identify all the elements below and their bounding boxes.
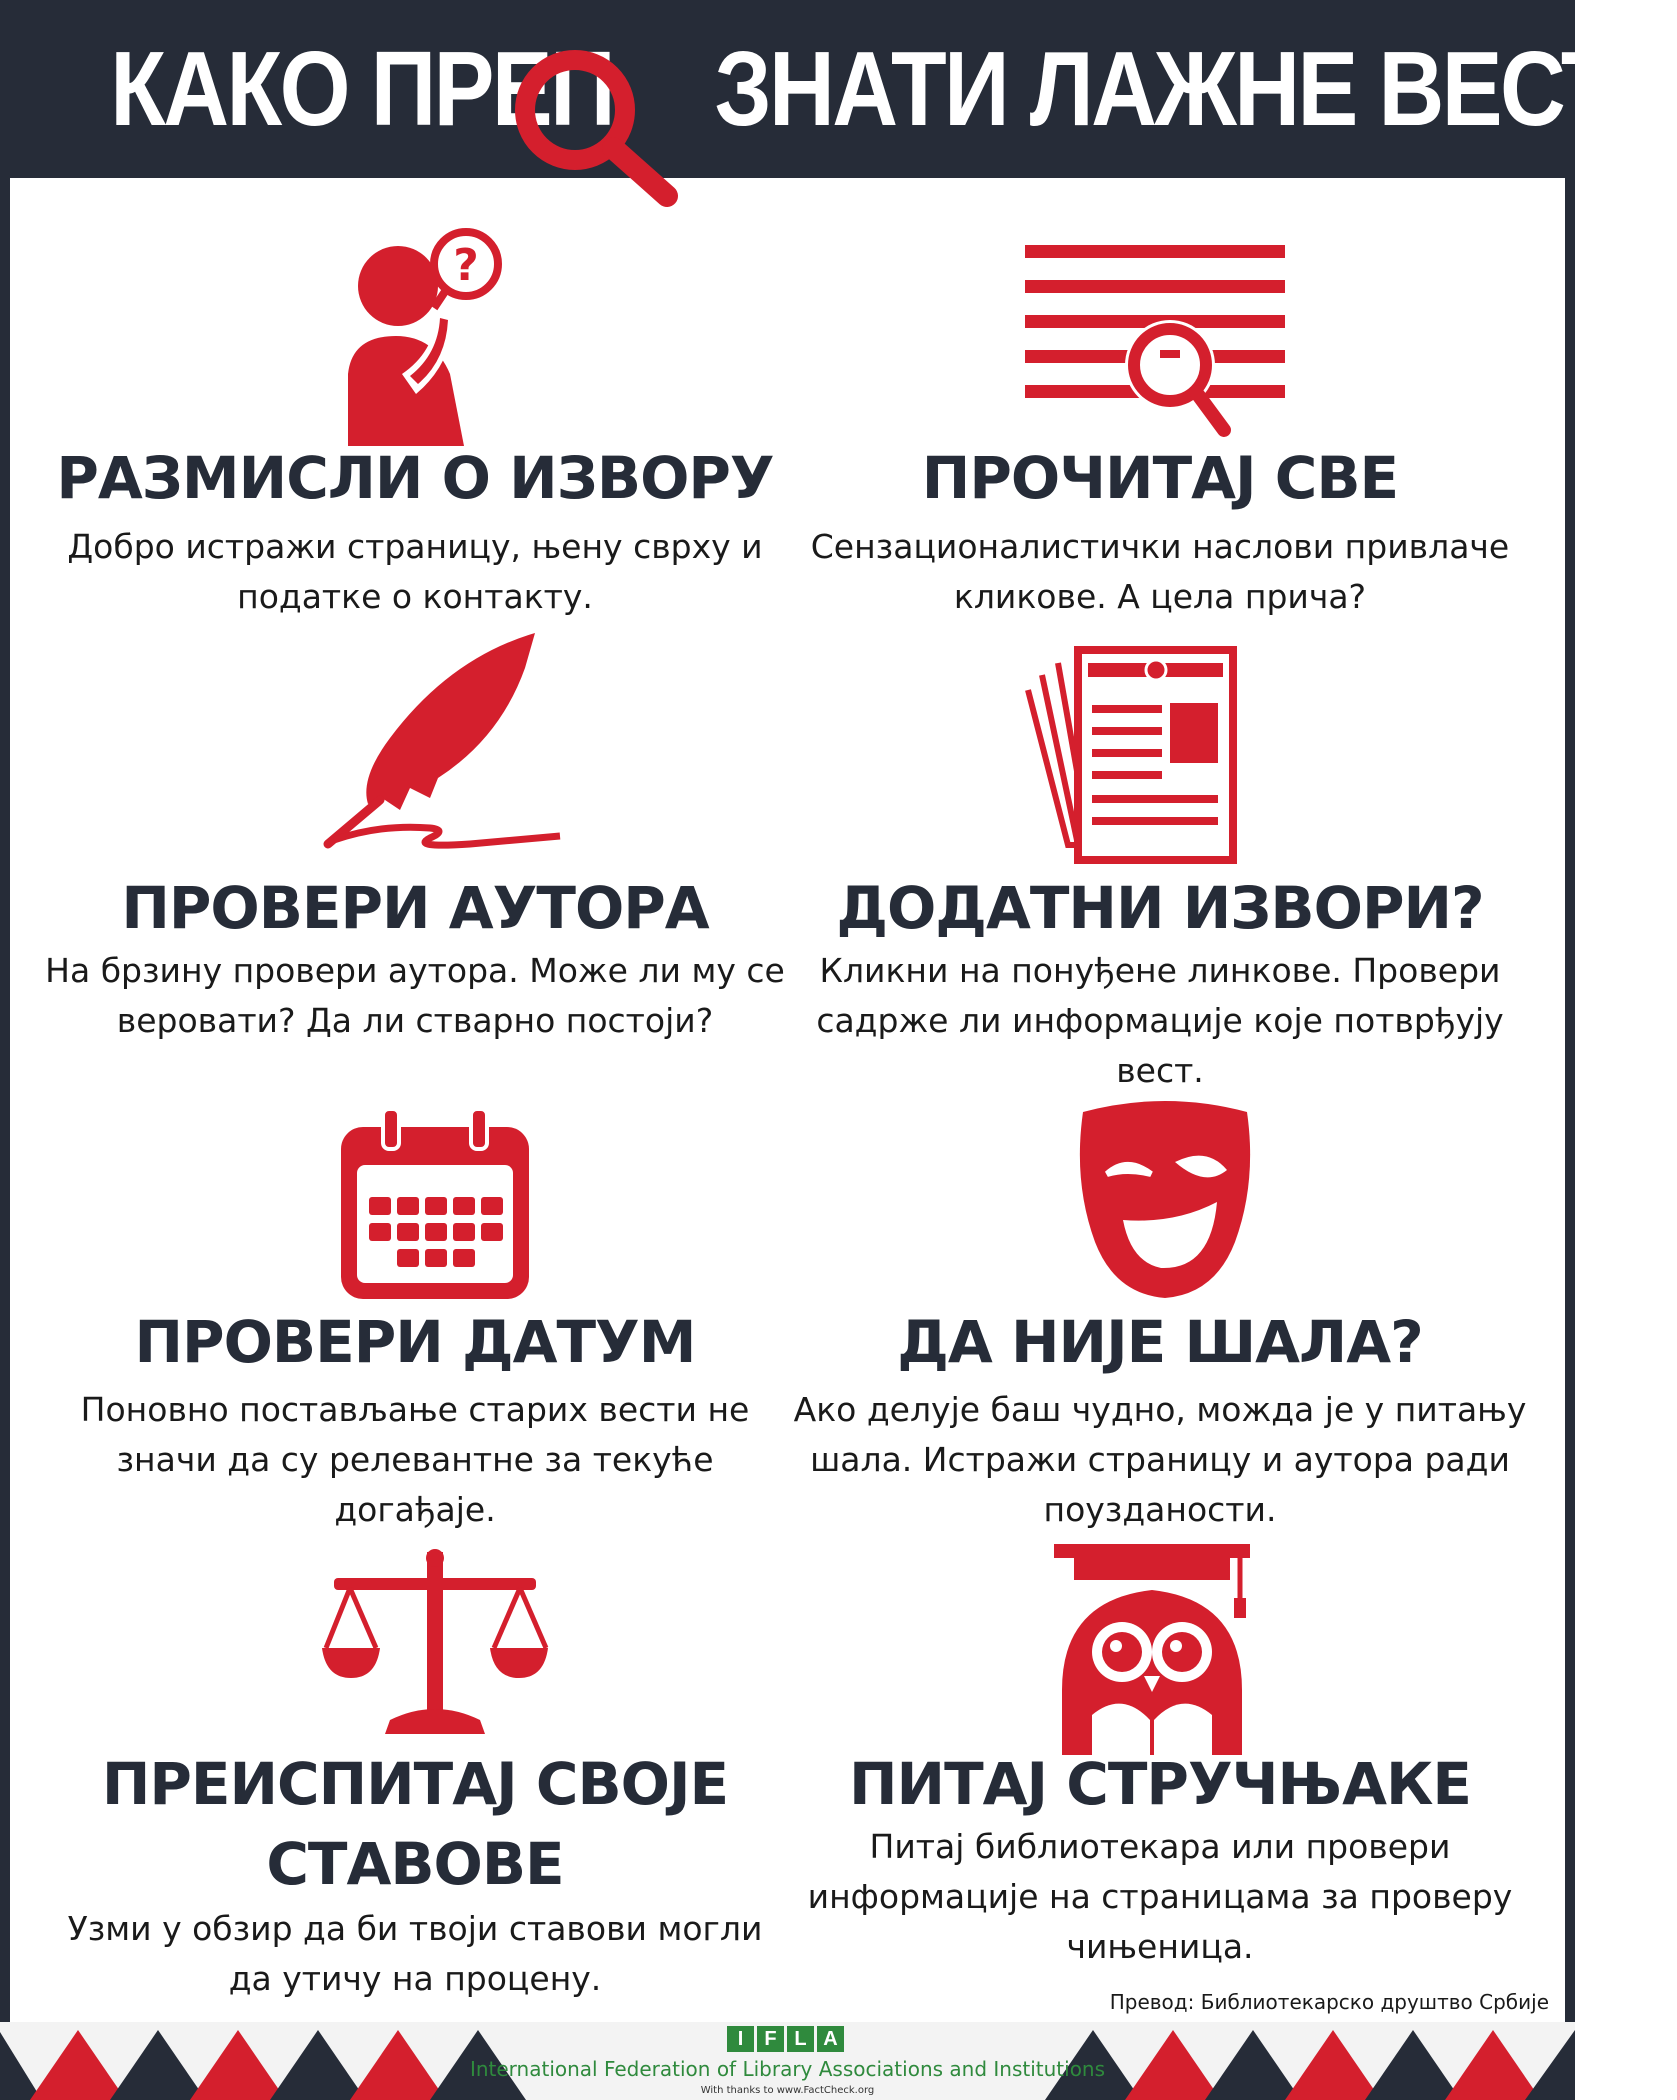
tip-heading-read-all: ПРОЧИТАЈ СВЕ: [921, 444, 1399, 512]
tip-heading-sources: ДОДАТНИ ИЗВОРИ?: [836, 874, 1484, 942]
documents-icon: [1020, 645, 1240, 865]
tip-text-joke: Ако делује баш чудно, можда је у питању шала. Истражи страницу и аутора ради поузданости.: [793, 1390, 1527, 1529]
tip-text-experts: Питај библиотекара или провери информације на страницама за проверу чињеница.: [807, 1827, 1513, 1966]
ifla-logo-letter: L: [787, 2026, 814, 2052]
ifla-logo-letter: F: [757, 2026, 784, 2052]
graduate-owl-icon: [1052, 1540, 1252, 1755]
tip-text-source: Добро истражи страницу, њену сврху и податке о контакту.: [67, 527, 763, 616]
tip-text-read-all: Сензационалистички наслови привлаче кликове. А цела прича?: [810, 527, 1510, 616]
ifla-logo-letter: I: [727, 2026, 754, 2052]
tip-heading-date: ПРОВЕРИ ДАТУМ: [134, 1308, 696, 1376]
factcheck-thanks: With thanks to www.FactCheck.org: [700, 2085, 875, 2096]
comedy-mask-icon: [1075, 1102, 1255, 1302]
thinking-person-icon: [338, 224, 538, 446]
magnifier-title-icon: [495, 48, 705, 218]
scales-icon: [320, 1548, 550, 1738]
calendar-icon: [335, 1105, 535, 1305]
tip-text-biases: Узми у обзир да би твоји ставови могли да утичу на процену.: [67, 1909, 763, 1998]
translation-credit: Превод: Библиотекарско друштво Србије: [1109, 1990, 1549, 2014]
svg-text:?: ?: [453, 240, 479, 291]
title-part-2: ЗНАТИ ЛАЖНЕ ВЕСТИ: [714, 30, 1677, 148]
ifla-logo-letter: A: [817, 2026, 844, 2052]
ifla-logo: [727, 2026, 844, 2054]
tip-text-date: Поновно постављање старих вести не значи да су релевантне за текуће догађаје.: [80, 1390, 750, 1529]
newspaper-magnifier-icon: [1020, 240, 1290, 445]
tip-heading-source: РАЗМИСЛИ О ИЗВОРУ: [56, 444, 774, 512]
ifla-org-name: International Federation of Library Associations and Institutions: [469, 2057, 1106, 2081]
title-part-1: КАКО ПРЕП: [110, 30, 614, 148]
page-title: [110, 0, 1677, 178]
header-bar: [0, 0, 1677, 178]
tip-heading-joke: ДА НИЈЕ ШАЛА?: [897, 1308, 1423, 1376]
tip-heading-experts: ПИТАЈ СТРУЧЊАКЕ: [849, 1750, 1471, 1818]
tip-text-author: На брзину провери аутора. Може ли му се веровати? Да ли стварно постоји?: [45, 951, 785, 1040]
quill-icon: [320, 628, 560, 858]
tip-heading-biases: ПРЕИСПИТАЈ СВОЈЕ СТАВОВЕ: [101, 1750, 729, 1898]
tip-heading-author: ПРОВЕРИ АУТОРА: [121, 874, 709, 942]
tip-text-sources: Кликни на понуђене линкове. Провери садрже ли информације које потврђују вест.: [816, 951, 1504, 1090]
